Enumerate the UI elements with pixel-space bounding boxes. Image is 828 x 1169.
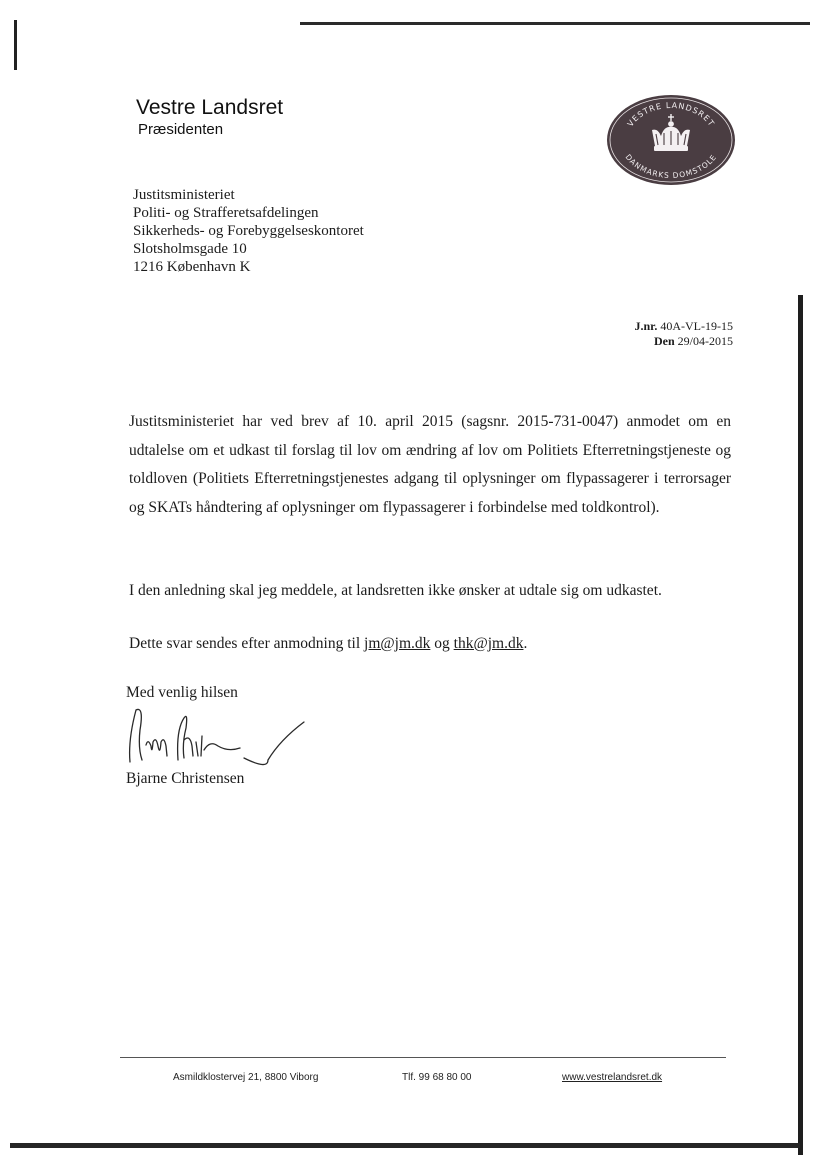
footer-divider — [120, 1057, 726, 1058]
svg-text:VESTRE LANDSRET: VESTRE LANDSRET — [625, 100, 717, 129]
email-link-jm[interactable]: jm@jm.dk — [364, 635, 431, 652]
recipient-line: Sikkerheds- og Forebyggelseskontoret — [133, 223, 364, 239]
jnr-label: J.nr. — [634, 319, 658, 333]
recipient-line: Politi- og Strafferetsafdelingen — [133, 205, 319, 221]
paragraph3-middle: og — [430, 635, 454, 652]
body-paragraph-3 — [129, 630, 731, 659]
paragraph3-prefix: Dette svar sendes efter anmodning til — [129, 635, 365, 652]
recipient-line: Slotsholmsgade 10 — [133, 241, 247, 257]
reference-block — [634, 319, 733, 349]
svg-text:DANMARKS DOMSTOLE: DANMARKS DOMSTOLE — [623, 152, 719, 181]
scan-edge-left — [14, 20, 17, 70]
body-paragraph-1: Justitsministeriet har ved brev af 10. april 2015 (sagsnr. 2015-731-0047) anmodet om en udtalelse om et udkast til forslag til lov om ændring af lov om Politiets Efterretningstjeneste og toldloven (Politiets Efterretningstjenestes adgang til oplysninger om flypassagerer i terrorsager og SKATs håndtering af oplysninger om flypassagerer i forbindelse med toldkontrol). — [129, 413, 731, 516]
body-paragraph-2: I den anledning skal jeg meddele, at landsretten ikke ønsker at udtale sig om udkastet. — [129, 582, 662, 599]
recipient-line: 1216 København K — [133, 259, 251, 275]
court-name: Vestre Landsret — [136, 96, 284, 119]
office-title: Præsidenten — [138, 121, 224, 138]
email-link-thk[interactable]: thk@jm.dk — [453, 635, 524, 652]
footer-address: Asmildklostervej 21, 8800 Viborg — [173, 1072, 319, 1083]
footer-phone: Tlf. 99 68 80 00 — [402, 1072, 472, 1083]
jnr-value: 40A-VL-19-15 — [660, 319, 733, 333]
date-value: 29/04-2015 — [677, 334, 733, 348]
paragraph3-suffix: . — [523, 635, 528, 652]
signer-name: Bjarne Christensen — [126, 770, 245, 787]
recipient-line: Justitsministeriet — [133, 187, 235, 203]
recipient-address — [133, 186, 364, 276]
footer-website-link[interactable]: www.vestrelandsret.dk — [562, 1072, 663, 1083]
court-seal-logo — [606, 94, 736, 186]
scan-edge-right — [798, 295, 803, 1155]
scan-edge-top — [300, 22, 810, 25]
scan-edge-bottom — [10, 1143, 800, 1148]
date-label: Den — [653, 334, 675, 348]
closing-greeting: Med venlig hilsen — [126, 684, 238, 701]
